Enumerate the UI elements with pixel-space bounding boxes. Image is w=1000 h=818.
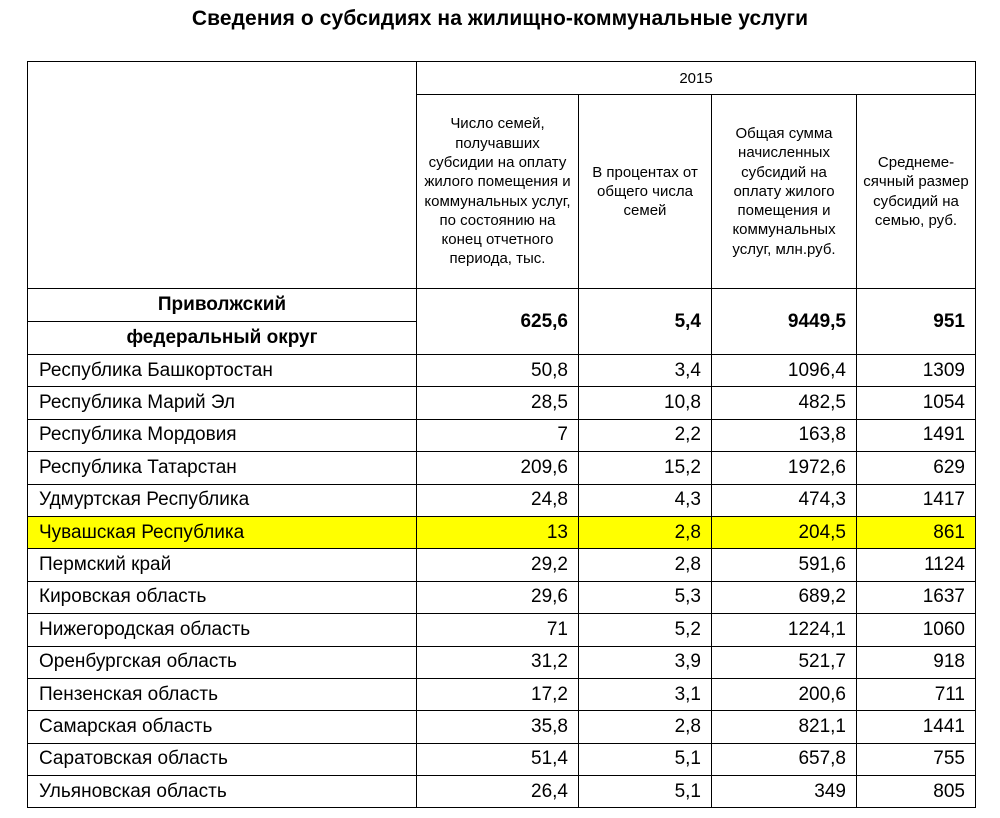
table-row (28, 646, 976, 678)
cell-families-count: 51,4 (417, 743, 579, 775)
cell-subsidies-sum: 521,7 (712, 646, 857, 678)
cell-subsidies-sum: 200,6 (712, 678, 857, 710)
cell-families-count: 35,8 (417, 711, 579, 743)
cell-percent-families: 5,2 (579, 614, 712, 646)
table-row (28, 419, 976, 451)
cell-avg-subsidy: 1124 (857, 549, 976, 581)
cell-subsidies-sum: 657,8 (712, 743, 857, 775)
header-families-count: Число семей, получавших субсидии на оплату жилого помещения и коммунальных услуг, по состоянию на конец отчетного периода, тыс. (417, 95, 579, 289)
cell-subsidies-sum: 1972,6 (712, 452, 857, 484)
cell-subsidies-sum: 349 (712, 776, 857, 808)
cell-families-count: 209,6 (417, 452, 579, 484)
table-row (28, 549, 976, 581)
cell-avg-subsidy: 629 (857, 452, 976, 484)
cell-subsidies-sum: 482,5 (712, 387, 857, 419)
header-row-year (28, 62, 976, 95)
table-row (28, 581, 976, 613)
cell-percent-families: 2,8 (579, 711, 712, 743)
cell-avg-subsidy: 861 (857, 516, 976, 548)
region-name: Саратовская область (28, 743, 417, 775)
cell-avg-subsidy: 1441 (857, 711, 976, 743)
cell-subsidies-sum: 474,3 (712, 484, 857, 516)
total-row (28, 289, 976, 322)
cell-percent-families: 15,2 (579, 452, 712, 484)
cell-families-count: 29,2 (417, 549, 579, 581)
total-avg-subsidy: 951 (857, 289, 976, 355)
cell-families-count: 7 (417, 419, 579, 451)
region-name: Кировская область (28, 581, 417, 613)
cell-subsidies-sum: 821,1 (712, 711, 857, 743)
table-row (28, 776, 976, 808)
region-name: Республика Татарстан (28, 452, 417, 484)
year-header: 2015 (417, 62, 976, 95)
region-name: Республика Мордовия (28, 419, 417, 451)
table-row (28, 614, 976, 646)
cell-families-count: 29,6 (417, 581, 579, 613)
total-name-line1: Приволжский (28, 289, 417, 322)
region-name: Пермский край (28, 549, 417, 581)
header-total-subsidies: Общая сумма начисленных субсидий на оплату жилого помещения и коммунальных услуг, млн.руб. (712, 95, 857, 289)
region-name: Пензенская область (28, 678, 417, 710)
cell-families-count: 24,8 (417, 484, 579, 516)
total-name-line2: федеральный округ (28, 322, 417, 355)
table-row (28, 355, 976, 387)
region-name: Оренбургская область (28, 646, 417, 678)
cell-families-count: 28,5 (417, 387, 579, 419)
total-families-count: 625,6 (417, 289, 579, 355)
cell-avg-subsidy: 1417 (857, 484, 976, 516)
cell-percent-families: 4,3 (579, 484, 712, 516)
cell-avg-subsidy: 1637 (857, 581, 976, 613)
total-percent-families: 5,4 (579, 289, 712, 355)
total-subsidies-sum: 9449,5 (712, 289, 857, 355)
table-row (28, 711, 976, 743)
table-row (28, 743, 976, 775)
cell-subsidies-sum: 163,8 (712, 419, 857, 451)
cell-subsidies-sum: 204,5 (712, 516, 857, 548)
region-name: Чувашская Республика (28, 516, 417, 548)
cell-families-count: 13 (417, 516, 579, 548)
region-name: Самарская область (28, 711, 417, 743)
cell-avg-subsidy: 1309 (857, 355, 976, 387)
cell-families-count: 17,2 (417, 678, 579, 710)
region-name: Республика Башкортостан (28, 355, 417, 387)
table-row (28, 387, 976, 419)
cell-avg-subsidy: 1491 (857, 419, 976, 451)
cell-subsidies-sum: 689,2 (712, 581, 857, 613)
cell-families-count: 31,2 (417, 646, 579, 678)
cell-subsidies-sum: 1224,1 (712, 614, 857, 646)
cell-avg-subsidy: 1060 (857, 614, 976, 646)
cell-percent-families: 2,8 (579, 549, 712, 581)
cell-percent-families: 2,8 (579, 516, 712, 548)
cell-percent-families: 2,2 (579, 419, 712, 451)
cell-percent-families: 5,1 (579, 743, 712, 775)
header-percent-families: В процентах от общего числа семей (579, 95, 712, 289)
cell-percent-families: 5,1 (579, 776, 712, 808)
cell-avg-subsidy: 1054 (857, 387, 976, 419)
cell-percent-families: 10,8 (579, 387, 712, 419)
cell-families-count: 71 (417, 614, 579, 646)
cell-avg-subsidy: 805 (857, 776, 976, 808)
cell-percent-families: 3,9 (579, 646, 712, 678)
table-row (28, 484, 976, 516)
header-avg-monthly-subsidy: Среднеме-сячный размер субсидий на семью, руб. (857, 95, 976, 289)
region-name: Ульяновская область (28, 776, 417, 808)
region-name: Нижегородская область (28, 614, 417, 646)
cell-families-count: 50,8 (417, 355, 579, 387)
region-name: Республика Марий Эл (28, 387, 417, 419)
cell-percent-families: 5,3 (579, 581, 712, 613)
cell-families-count: 26,4 (417, 776, 579, 808)
cell-subsidies-sum: 1096,4 (712, 355, 857, 387)
table-row (28, 452, 976, 484)
cell-percent-families: 3,1 (579, 678, 712, 710)
cell-subsidies-sum: 591,6 (712, 549, 857, 581)
cell-avg-subsidy: 755 (857, 743, 976, 775)
cell-avg-subsidy: 918 (857, 646, 976, 678)
region-name: Удмуртская Республика (28, 484, 417, 516)
subsidies-table (27, 61, 976, 808)
header-blank-cell (28, 62, 417, 289)
table-row (28, 678, 976, 710)
cell-percent-families: 3,4 (579, 355, 712, 387)
table-row (28, 516, 976, 548)
cell-avg-subsidy: 711 (857, 678, 976, 710)
page-title: Сведения о субсидиях на жилищно-коммунальные услуги (191, 7, 809, 30)
